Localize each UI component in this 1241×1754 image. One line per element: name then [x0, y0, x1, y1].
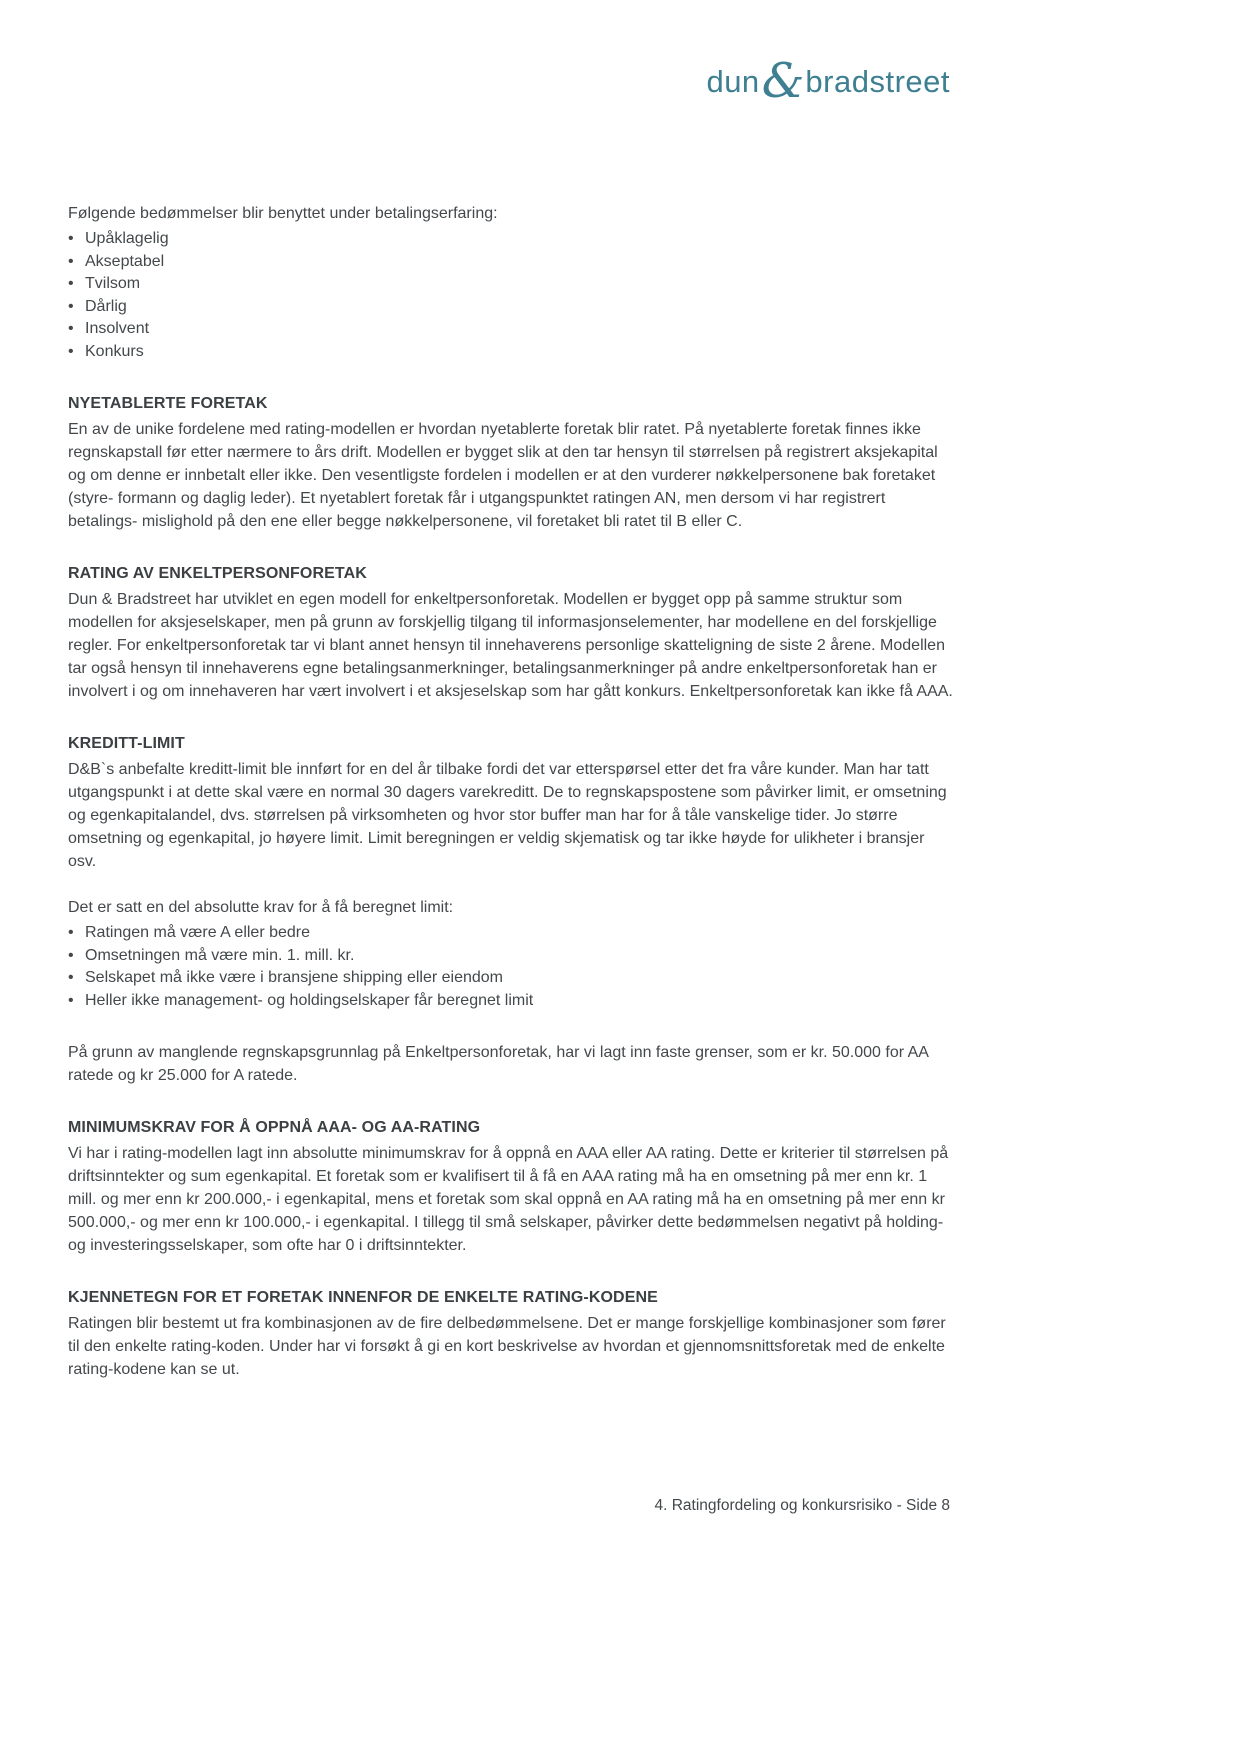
logo-text-dun: dun: [706, 64, 760, 99]
dun-bradstreet-logo: dun & bradstreet: [706, 53, 950, 109]
section-heading: KJENNETEGN FOR ET FORETAK INNENFOR DE ENKELTE RATING-KODENE: [68, 1289, 658, 1306]
section-minimumskrav: [68, 1116, 954, 1257]
bullet-icon: •: [68, 252, 74, 270]
section-heading: MINIMUMSKRAV FOR Å OPPNÅ AAA- OG AA-RATING: [68, 1119, 481, 1136]
bullet-icon: •: [68, 297, 74, 315]
section-heading: RATING AV ENKELTPERSONFORETAK: [68, 565, 367, 582]
list-item-label: Konkurs: [85, 342, 144, 360]
list-item-label: Heller ikke management- og holdingselskaper får beregnet limit: [85, 991, 534, 1009]
list-item-label: Insolvent: [85, 320, 150, 337]
section-rating-enkeltpersonforetak: [68, 562, 954, 703]
bullet-icon: •: [68, 320, 74, 337]
list-item-label: Tvilsom: [85, 275, 141, 292]
list-item: [68, 296, 954, 319]
limit-requirements-lead: Det er satt en del absolutte krav for å få beregnet limit:: [68, 899, 454, 916]
bullet-icon: •: [68, 969, 74, 986]
bullet-icon: •: [68, 275, 74, 292]
list-item: [68, 251, 954, 274]
limit-note: På grunn av manglende regnskapsgrunnlag på Enkeltpersonforetak, har vi lagt inn faste grenser, som er kr. 50.000 for AA ratede og kr 25.000 for A ratede.: [68, 1044, 929, 1084]
list-item: [68, 922, 954, 945]
list-item: [68, 228, 954, 251]
intro-lead: Følgende bedømmelser blir benyttet under betalingserfaring:: [68, 205, 498, 222]
section-body: Vi har i rating-modellen lagt inn absolutte minimumskrav for å oppnå en AAA eller AA rating. Dette er kriterier til størrelsen på driftsinntekter og sum egenkapital. Et foretak som er kvalifisert til å få en AAA rating må ha en omsetning på mer enn kr. 1 mill. og mer enn kr 200.000,- i egenkapital, mens et foretak som skal oppnå en AA rating må ha en omsetning på mer enn kr 500.000,- og mer enn kr 100.000,- i egenkapital. I tillegg til små selskaper, påvirker dette bedømmelsen negativt på holding- og investeringsselskaper, som ofte har 0 i driftsinntekter.: [68, 1145, 949, 1254]
bullet-icon: •: [68, 991, 74, 1009]
logo-text-bradstreet: bradstreet: [805, 64, 950, 99]
assessment-list: [68, 228, 954, 363]
section-body: En av de unike fordelene med rating-modellen er hvordan nyetablerte foretak blir ratet. På nyetablerte foretak finnes ikke regnskapstall før etter nærmere to års drift. Modellen er bygget slik at den tar hensyn til størrelsen på registrert aksjekapital og om denne er innbetalt eller ikke. Den vesentligste fordelen i modellen er at den vurderer nøkkelpersonene bak foretaket (styre- formann og daglig leder). Et nyetablert foretak får i utgangspunktet ratingen AN, men dersom vi har registrert betalings- mislighold på den ene eller begge nøkkelpersonene, vil foretaket bli ratet til B eller C.: [68, 421, 938, 530]
section-body: Dun & Bradstreet har utviklet en egen modell for enkeltpersonforetak. Modellen er bygget opp på samme struktur som modellen for aksjeselskaper, men på grunn av forskjellig tilgang til informasjonselementer, har modellene en del forskjellige regler. For enkeltpersonforetak tar vi blant annet hensyn til innehaverens personlige skatteligning de siste 2 årene. Modellen tar også hensyn til innehaverens egne betalingsanmerkninger, betalingsanmerkninger på andre enkeltpersonforetak han er involvert i og om innehaveren har vært involvert i et aksjeselskap som har gått konkurs. Enkeltpersonforetak kan ikke få AAA.: [68, 591, 953, 700]
section-nyetablerte-foretak: [68, 392, 954, 533]
page-footer: 4. Ratingfordeling og konkursrisiko - Side 8: [654, 1497, 950, 1514]
list-item: [68, 990, 954, 1013]
list-item-label: Selskapet må ikke være i bransjene shipping eller eiendom: [85, 969, 503, 986]
page-content: [68, 202, 954, 1381]
section-kreditt-limit: [68, 732, 954, 1087]
bullet-icon: •: [68, 230, 74, 247]
section-body: Ratingen blir bestemt ut fra kombinasjonen av de fire delbedømmelsene. Det er mange forskjellige kombinasjoner som fører til den enkelte rating-koden. Under har vi forsøkt å gi en kort beskrivelse av hvordan et gjennomsnittsforetak med de enkelte rating-kodene kan se ut.: [68, 1315, 946, 1378]
bullet-icon: •: [68, 924, 74, 941]
list-item: [68, 318, 954, 341]
list-item: [68, 945, 954, 968]
list-item: [68, 341, 954, 364]
section-body: D&B`s anbefalte kreditt-limit ble innført for en del år tilbake fordi det var etterspørsel etter det fra våre kunder. Man har tatt utgangspunkt i at dette skal være en normal 30 dagers varekreditt. De to regnskapspostene som påvirker limit, er omsetning og egenkapitalandel, dvs. størrelsen på virksomheten og hvor stor buffer man har for å tåle vanskelige tider. Jo større omsetning og egenkapital, jo høyere limit. Limit beregningen er veldig skjematisk og tar ikke høyde for ulikheter i bransjer osv.: [68, 761, 947, 870]
section-heading: NYETABLERTE FORETAK: [68, 395, 268, 412]
list-item-label: Omsetningen må være min. 1. mill. kr.: [85, 946, 355, 964]
list-item-label: Upåklagelig: [85, 230, 169, 247]
limit-requirements-list: [68, 922, 954, 1012]
list-item-label: Dårlig: [85, 297, 127, 315]
bullet-icon: •: [68, 342, 74, 360]
bullet-icon: •: [68, 946, 74, 964]
section-kjennetegn: [68, 1286, 954, 1381]
list-item: [68, 273, 954, 296]
section-heading: KREDITT-LIMIT: [68, 735, 185, 752]
list-item: [68, 967, 954, 990]
list-item-label: Ratingen må være A eller bedre: [85, 924, 311, 941]
list-item-label: Akseptabel: [85, 252, 165, 270]
